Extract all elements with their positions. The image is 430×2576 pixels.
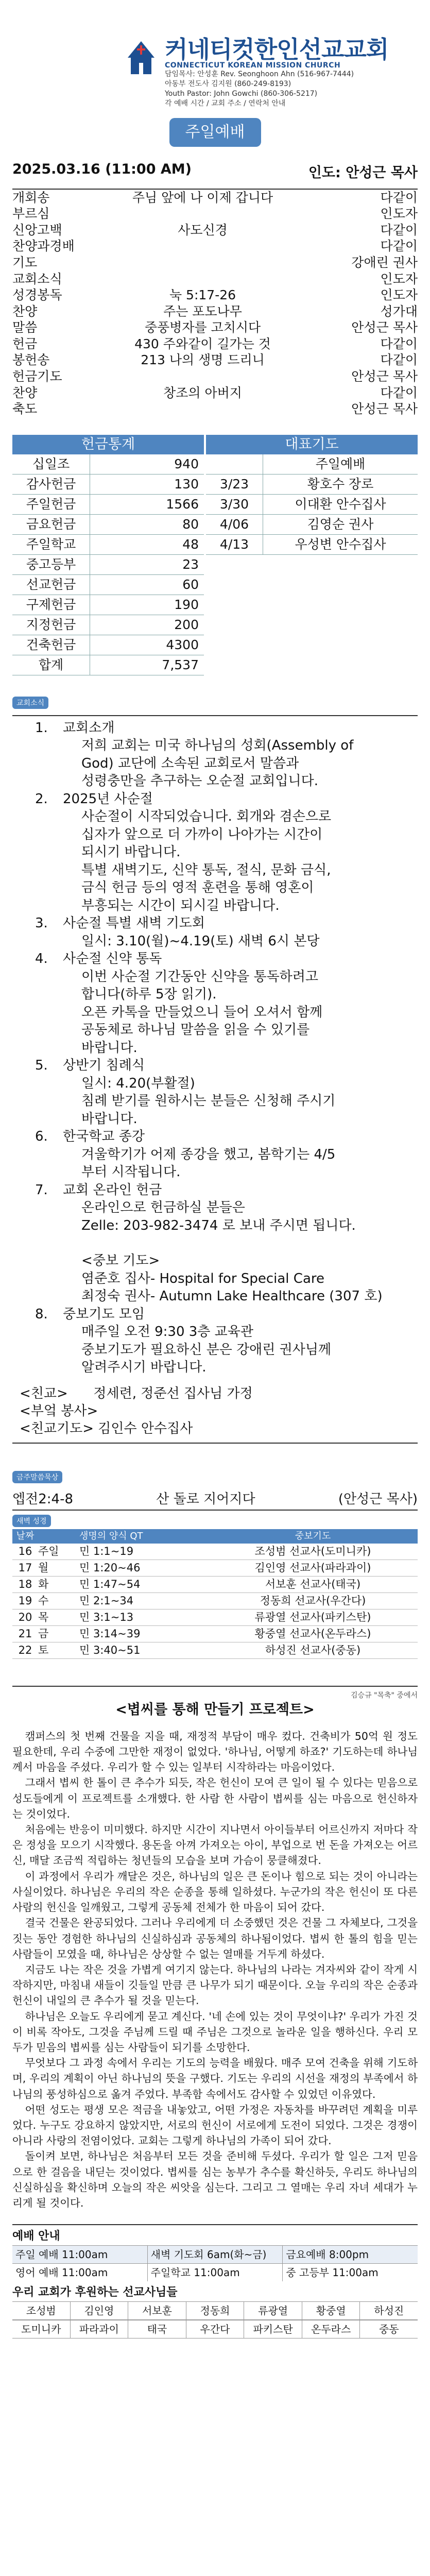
qt-missionary: 조성범 선교사(도미니카) (254, 1545, 371, 1557)
offering-category: 금요헌금 (12, 515, 90, 534)
order-item-detail: 430 주와같이 길가는 것 (134, 336, 271, 351)
missionary-name: 하성진 (374, 2304, 404, 2317)
offering-amount: 130 (174, 476, 199, 492)
notice-number: 7. (35, 1182, 48, 1198)
missionary-names (12, 2301, 418, 2320)
notice-item (12, 914, 418, 950)
order-row (12, 352, 418, 368)
missionary-name: 서보훈 (128, 2302, 186, 2319)
order-item-detail: 중풍병자를 고치시다 (144, 320, 261, 335)
qt-row (12, 1577, 418, 1593)
offering-row (12, 555, 204, 575)
notice-line: 부흥되는 시간이 되시길 바랍니다. (81, 897, 280, 913)
notice-number: 1. (35, 720, 48, 736)
qt-weekday: 목 (38, 1611, 49, 1623)
footer-row (12, 2263, 418, 2281)
qt-passage: 민 3:14~39 (79, 1627, 141, 1640)
header-line: Youth Pastor: John Gowchi (860-306-5217) (165, 89, 318, 98)
qt-day: 20 (18, 1611, 32, 1623)
qt-row (12, 1609, 418, 1626)
order-item-name: 기도 (12, 255, 38, 270)
qt-day: 17 (18, 1561, 32, 1574)
notice-line: 오픈 카톡을 만들었으니 들어 오셔서 함께 (81, 1004, 323, 1020)
offering-amount: 1566 (166, 496, 199, 512)
qt-header-date: 날짜 (16, 1530, 35, 1541)
notice-number: 4. (35, 951, 48, 967)
order-row (12, 222, 418, 239)
prayer-date (206, 454, 263, 474)
offering-amount: 60 (182, 577, 199, 592)
order-item-leader: 안성근 목사 (351, 401, 418, 417)
order-item-name: 헌금기도 (12, 369, 62, 384)
header-line: 아동부 전도사 김지원 (860-249-8193) (165, 79, 291, 88)
notice-title: 사순절 특별 새벽 기도회 (63, 916, 205, 931)
notices-box (12, 715, 418, 1444)
essay-paragraph: 이 과정에서 우리가 깨달은 것은, 하나님의 일은 큰 돈이나 힘으로 되는 것이 아니라는 사실이었다. 하나님은 우리의 작은 순종을 통해 일하셨다. 누군가의 작은 헌신이 또 다른 사람의 헌신을 일깨웠고, 그렇게 공동체 전체가 한 마음이 되어 갔다. (12, 1870, 418, 1914)
qt-header-qt: 생명의 양식 QT (79, 1530, 143, 1541)
prayer-date: 3/23 (206, 474, 263, 494)
order-row (12, 271, 418, 287)
notice-line: 십자가 앞으로 더 가까이 나아가는 시간이 (81, 826, 323, 842)
prayer-row (206, 535, 418, 555)
order-item-detail (101, 238, 304, 255)
missionary-title: 우리 교회가 후원하는 선교사님들 (12, 2286, 178, 2299)
prayer-name: 주일예배 (315, 456, 366, 471)
offering-category: 주일헌금 (12, 495, 90, 514)
missionary-regions (12, 2320, 418, 2338)
order-item-leader: 강애린 권사 (351, 255, 418, 270)
qt-sub-tag: 새벽 성경 (12, 1515, 51, 1527)
order-item-detail: 눅 5:17-26 (169, 287, 236, 303)
notice-number: 2. (35, 791, 48, 807)
notice-line: 부터 시작됩니다. (81, 1164, 181, 1180)
offering-row (12, 474, 204, 495)
footer-cell: 중 고등부 11:00am (286, 2266, 379, 2279)
missionary-name: 조성범 (12, 2302, 71, 2319)
order-item-leader: 인도자 (380, 206, 418, 222)
order-item-leader: 다같이 (380, 190, 418, 205)
service-date-row (0, 161, 430, 181)
essay-paragraph: 하나님은 오늘도 우리에게 묻고 계신다. '네 손에 있는 것이 무엇이냐?' 우리가 가진 것이 비록 작아도, 그것을 주님께 드릴 때 주님은 그것으로 놀라운 일을 행하신다. 우리 모두가 믿음의 볍씨를 심는 사람들이 되기를 소망한다. (12, 2010, 418, 2054)
bible-tag-wrap (12, 1467, 430, 1483)
qt-weekday: 주일 (38, 1545, 59, 1557)
fellowship-lines (12, 1385, 418, 1437)
order-row (12, 206, 418, 222)
order-item-leader: 인도자 (380, 287, 418, 303)
notice-item (12, 950, 418, 1057)
order-item-leader: 다같이 (380, 385, 418, 400)
qt-day: 21 (18, 1627, 32, 1640)
prayer-row (206, 515, 418, 535)
essay-paragraph: 무엇보다 그 과정 속에서 우리는 기도의 능력을 배웠다. 매주 모여 건축을 위해 기도하며, 우리의 계획이 아닌 하나님의 뜻을 구했다. 기도는 우리의 시선을 재정의 부족에서 하나님의 풍성하심으로 옮겨 주었다. 부족함 속에서도 감사할 수 있었던 이유였다. (12, 2057, 418, 2100)
order-row (12, 319, 418, 336)
offering-row (12, 635, 204, 655)
order-item-detail (101, 206, 304, 222)
qt-row (12, 1544, 418, 1560)
prayer-name: 김영순 권사 (307, 516, 374, 532)
notice-item (12, 1181, 418, 1306)
missionary-name: 류광열 (244, 2302, 302, 2319)
notice-title: 교회소개 (63, 720, 115, 736)
qt-missionary: 류광열 선교사(파키스탄) (254, 1611, 371, 1623)
bible-title: 산 돌로 지어지다 (156, 1491, 255, 1507)
notices-tag: 교회소식 (12, 697, 48, 709)
prayer-name: 우성변 안수집사 (295, 536, 386, 552)
qt-weekday: 수 (38, 1594, 49, 1607)
essay-body (12, 1728, 418, 2211)
offering-category: 주일학교 (12, 535, 90, 554)
order-item-detail (101, 368, 304, 385)
order-row (12, 401, 418, 417)
offering-stats-title: 헌금통계 (12, 435, 204, 454)
qt-weekday: 토 (38, 1643, 49, 1656)
footer-cell: 금요예배 8:00pm (283, 2246, 418, 2263)
notice-line: 일시: 3.10(월)~4.19(토) 새벽 6시 본당 (81, 933, 320, 949)
prayer-name: 이대환 안수집사 (295, 496, 386, 512)
qt-passage: 민 2:1~34 (79, 1594, 134, 1607)
header-line: 담임목사: 안성훈 Rev. Seonghoon Ahn (516-967-7444) (165, 70, 354, 78)
missionary-region: 파키스탄 (244, 2320, 302, 2338)
order-row (12, 255, 418, 271)
notice-line: 알려주시기 바랍니다. (81, 1360, 207, 1376)
order-row (12, 190, 418, 206)
offering-row (12, 515, 204, 535)
essay-paragraph: 돌이켜 보면, 하나님은 처음부터 모든 것을 준비해 두셨다. 우리가 할 일은 그저 믿음으로 한 걸음을 내딛는 것이었다. 볍씨를 심는 농부가 추수를 확신하듯, 우리도 하나님의 신실하심을 확신하며 오늘의 작은 씨앗을 심는다. 그리고 그 열매는 우리 자녀 세대가 누리게 될 것이다. (12, 2150, 418, 2209)
order-of-service (12, 189, 418, 417)
offering-row (12, 535, 204, 555)
notice-item (12, 1057, 418, 1128)
notice-title: 한국학교 종강 (63, 1129, 145, 1145)
order-item-detail: 주는 포도나무 (163, 303, 242, 319)
qt-day: 16 (18, 1545, 32, 1557)
bible-author: (안성근 목사) (338, 1491, 418, 1507)
prayer-date: 4/13 (206, 535, 263, 554)
notice-title: 중보기도 모임 (63, 1306, 145, 1322)
service-leader: 인도: 안성근 목사 (308, 164, 418, 181)
notice-line: 사순절이 시작되었습니다. 회개와 겸손으로 (81, 809, 332, 825)
notice-title: 사순절 신약 통독 (63, 951, 162, 967)
missionary-region: 태국 (128, 2320, 186, 2338)
prayer-name: 황호수 장로 (307, 476, 374, 492)
offering-row (12, 575, 204, 595)
essay-paragraph: 그래서 볍씨 한 톨이 큰 추수가 되듯, 작은 헌신이 모여 큰 일이 될 수 있다는 믿음으로 성도들에게 이 프로젝트를 소개했다. 한 사람 한 사람이 볍씨를 심는 마음으로 헌신하자는 것이었다. (12, 1776, 418, 1820)
notice-item (12, 790, 418, 915)
essay-author: 김승규 "목축" 중에서 (351, 1691, 418, 1700)
offering-category: 합계 (12, 655, 90, 675)
notice-line: 중보기도가 필요하신 분은 강애린 권사님께 (81, 1342, 332, 1358)
missionary-name: 정동희 (186, 2302, 245, 2319)
qt-weekday: 화 (38, 1578, 49, 1590)
order-item-leader: 인도자 (380, 271, 418, 286)
notice-body (63, 1306, 418, 1377)
offering-row (12, 655, 204, 675)
notice-line: <중보 기도> (81, 1253, 160, 1269)
qt-header-prayer: 중보기도 (295, 1530, 331, 1541)
notice-line (63, 1234, 405, 1252)
church-name: 커네티컷한인선교교회 (165, 36, 389, 63)
notice-line: 최정숙 권사- Autumn Lake Healthcare (307 호) (81, 1289, 383, 1304)
notices-tag-wrap (12, 693, 430, 709)
notice-title: 2025년 사순절 (63, 791, 153, 807)
qt-table-header (12, 1529, 418, 1544)
notice-line: 온라인으로 헌금하실 분들은 (81, 1200, 245, 1216)
notice-body (63, 790, 418, 915)
offering-row (12, 615, 204, 635)
order-item-detail (101, 271, 304, 287)
service-badge: 주일예배 (169, 118, 261, 147)
qt-weekday: 월 (38, 1561, 49, 1574)
missionary-name: 김인영 (71, 2302, 129, 2319)
fellowship-line: <친교> 정세련, 정준선 집사님 가정 (20, 1385, 253, 1401)
missionary-region: 우간다 (186, 2320, 245, 2338)
order-row (12, 287, 418, 303)
order-item-name: 교회소식 (12, 271, 62, 286)
notice-line: 공동체로 하나님 말씀을 읽을 수 있기를 (81, 1022, 310, 1038)
order-item-leader: 다같이 (380, 352, 418, 368)
order-item-leader: 안성근 목사 (351, 320, 418, 335)
qt-day: 18 (18, 1578, 32, 1590)
prayer-row (206, 474, 418, 495)
missionary-region: 도미니카 (12, 2320, 71, 2338)
essay-paragraph: 어떤 성도는 평생 모은 적금을 내놓았고, 어떤 가정은 자동차를 바꾸려던 계획을 미루었다. 누구도 강요하지 않았지만, 서로의 헌신이 서로에게 도전이 되었다. 그것은 경쟁이 아니라 사랑의 전염이었다. 교회는 그렇게 하나님의 가족이 되어 갔다. (12, 2103, 418, 2147)
offering-category: 구제헌금 (12, 595, 90, 615)
order-item-name: 부르심 (12, 206, 50, 222)
order-item-name: 찬양과경배 (12, 239, 75, 254)
missionary-region: 파라과이 (71, 2320, 129, 2338)
notice-number: 6. (35, 1129, 48, 1145)
notice-body (63, 1181, 418, 1306)
qt-missionary: 하성진 선교사(중동) (265, 1643, 361, 1656)
qt-missionary: 정동희 선교사(우간다) (260, 1594, 366, 1607)
order-item-leader: 다같이 (380, 239, 418, 254)
qt-weekday: 금 (38, 1627, 49, 1640)
offering-category: 감사헌금 (12, 474, 90, 494)
notice-title: 교회 온라인 헌금 (63, 1182, 162, 1198)
bible-ref: 엡전2:4-8 (12, 1491, 73, 1507)
offering-amount: 48 (182, 536, 199, 552)
notice-line: 침례 받기를 원하시는 분들은 신청해 주시기 (81, 1093, 336, 1109)
order-row (12, 368, 418, 385)
church-english-name: CONNECTICUT KOREAN MISSION CHURCH (165, 61, 341, 70)
notice-line: 염준호 집사- Hospital for Special Care (81, 1270, 324, 1286)
church-logo-icon (123, 37, 160, 77)
notice-line: 매주일 오전 9:30 3층 교육관 (81, 1324, 254, 1340)
notice-line: 특별 새벽기도, 신약 통독, 절식, 문화 금식, (81, 862, 331, 878)
notice-line: 성령충만을 추구하는 오순절 교회입니다. (81, 773, 319, 789)
stats-section (12, 435, 418, 675)
essay-title-wrap (12, 1686, 418, 1718)
notice-number: 3. (35, 916, 48, 931)
offering-amount: 80 (182, 516, 199, 532)
notice-item (12, 1306, 418, 1377)
offering-category: 중고등부 (12, 555, 90, 574)
order-item-leader: 성가대 (380, 303, 418, 319)
qt-day: 19 (18, 1594, 32, 1607)
footer-info (12, 2224, 418, 2338)
prayer-date: 4/06 (206, 515, 263, 534)
offering-category: 지정헌금 (12, 615, 90, 635)
offering-amount: 190 (174, 597, 199, 612)
qt-missionary: 서보훈 선교사(태국) (265, 1578, 361, 1590)
notice-line: God) 교단에 소속된 교회로서 말씀과 (81, 755, 299, 771)
notice-body (63, 914, 418, 950)
fellowship-line: <친교기도> 김인수 안수집사 (20, 1420, 193, 1436)
order-item-detail: 창조의 아버지 (163, 385, 242, 400)
offering-category: 건축헌금 (12, 635, 90, 655)
footer-cell: 영어 예배 11:00am (12, 2264, 148, 2281)
order-row (12, 336, 418, 352)
notice-item (12, 1128, 418, 1181)
notice-number: 8. (35, 1306, 48, 1322)
offering-row (12, 454, 204, 474)
offering-stats (12, 435, 204, 675)
prayer-schedule-title: 대표기도 (206, 435, 418, 454)
prayer-date: 3/30 (206, 495, 263, 514)
footer-cell: 주일 예배 11:00am (12, 2246, 148, 2263)
offering-amount: 200 (174, 617, 199, 632)
qt-row (12, 1593, 418, 1609)
essay-paragraph: 결국 건물은 완공되었다. 그러나 우리에게 더 소중했던 것은 건물 그 자체보다, 그것을 짓는 동안 경험한 하나님의 신실하심과 공동체의 하나됨이었다. 볍씨 한 톨의 힘을 믿는 사람들이 모였을 때, 하나님은 상상할 수 없는 열매를 거두게 하셨다. (12, 1917, 418, 1960)
order-item-name: 성경봉독 (12, 287, 62, 303)
order-item-name: 축도 (12, 401, 38, 417)
essay-paragraph: 지금도 나는 작은 것을 가볍게 여기지 않는다. 하나님의 나라는 겨자씨와 같이 작게 시작하지만, 마침내 새들이 깃들일 만큼 큰 나무가 되기 때문이다. 오늘 우리의 작은 순종과 헌신이 내일의 큰 추수가 될 것을 믿는다. (12, 1963, 418, 2007)
offering-row (12, 595, 204, 615)
notice-title: 상반기 침례식 (63, 1058, 145, 1074)
offering-category: 십일조 (12, 454, 90, 474)
footer-cell: 주일학교 11:00am (148, 2264, 283, 2281)
order-item-name: 찬양 (12, 303, 38, 319)
essay-title: <볍씨를 통해 만들기 프로젝트> (115, 1701, 315, 1718)
missionary-region: 온두라스 (302, 2320, 360, 2338)
qt-passage: 민 3:40~51 (79, 1643, 141, 1656)
bible-header (12, 1488, 418, 1511)
notice-line: 이번 사순절 기간동안 신약을 통독하려고 (81, 969, 319, 985)
prayer-schedule (206, 435, 418, 675)
offering-amount: 23 (182, 556, 199, 572)
notice-line: 되시기 바랍니다. (81, 844, 181, 860)
notice-line: Zelle: 203-982-3474 로 보내 주시면 됩니다. (81, 1217, 356, 1233)
order-item-name: 말씀 (12, 320, 38, 335)
footer-row (12, 2245, 418, 2263)
service-date: 2025.03.16 (11:00 AM) (12, 161, 192, 177)
qt-table (12, 1514, 418, 1659)
order-item-name: 봉헌송 (12, 352, 50, 368)
fellowship-line: <부엌 봉사> (20, 1403, 98, 1419)
order-item-leader: 다같이 (380, 336, 418, 351)
qt-row (12, 1626, 418, 1642)
offering-category: 선교헌금 (12, 575, 90, 595)
notice-line: 바랍니다. (81, 1111, 137, 1127)
notice-body (63, 950, 418, 1057)
order-item-leader: 안성근 목사 (351, 369, 418, 384)
qt-row (12, 1642, 418, 1659)
qt-passage: 민 1:1~19 (79, 1545, 134, 1557)
missionary-region: 중동 (379, 2323, 399, 2336)
order-row (12, 303, 418, 320)
order-item-name: 개회송 (12, 190, 50, 205)
order-item-detail: 주님 앞에 나 이제 갑니다 (132, 190, 273, 205)
qt-day: 22 (18, 1643, 32, 1656)
header-line: 각 예배 시간 / 교회 주소 / 연락처 안내 (165, 99, 286, 108)
order-item-name: 찬양 (12, 385, 38, 400)
offering-amount: 4300 (166, 637, 199, 652)
footer-cell: 새벽 기도회 6am(화~금) (148, 2246, 283, 2263)
bible-tag: 금주말씀묵상 (12, 1471, 62, 1483)
notice-body (63, 1128, 418, 1181)
notice-line: 저희 교회는 미국 하나님의 성회(Assembly of (81, 738, 354, 754)
notice-body (63, 719, 418, 790)
essay-paragraph: 처음에는 반응이 미미했다. 하지만 시간이 지나면서 아이들부터 어르신까지 저마다 작은 정성을 모으기 시작했다. 용돈을 아껴 가져오는 아이, 부업으로 번 돈을 가져오는 어르신, 매달 조금씩 적립하는 청년들의 모습을 보며 가슴이 뭉클해졌다. (12, 1823, 418, 1867)
church-header (0, 0, 430, 109)
prayer-row (206, 495, 418, 515)
order-item-leader: 다같이 (380, 222, 418, 238)
offering-amount: 940 (174, 456, 199, 471)
notice-item (12, 719, 418, 790)
offering-row (12, 495, 204, 515)
notice-line: 금식 헌금 등의 영적 훈련을 통해 영혼이 (81, 880, 314, 896)
order-item-detail: 213 나의 생명 드리니 (141, 352, 265, 368)
offering-amount: 7,537 (162, 657, 199, 672)
missionary-name: 황중열 (302, 2302, 360, 2319)
qt-row (12, 1560, 418, 1577)
qt-passage: 민 1:20~46 (79, 1561, 141, 1574)
order-item-name: 헌금 (12, 336, 38, 351)
qt-passage: 민 1:47~54 (79, 1578, 141, 1590)
notice-line: 겨울학기가 어제 종강을 했고, 봄학기는 4/5 (81, 1146, 336, 1162)
order-item-detail: 사도신경 (178, 222, 228, 238)
order-item-name: 신앙고백 (12, 222, 62, 238)
order-item-detail (101, 255, 304, 271)
notice-number: 5. (35, 1058, 48, 1074)
notice-line: 일시: 4.20(부활절) (81, 1075, 195, 1091)
notice-body (63, 1057, 418, 1128)
qt-passage: 민 3:1~13 (79, 1611, 134, 1623)
footer-title: 예배 안내 (12, 2230, 60, 2243)
qt-missionary: 황중열 선교사(온두라스) (254, 1627, 371, 1640)
prayer-row (206, 454, 418, 474)
order-item-detail (101, 401, 304, 417)
order-row (12, 385, 418, 401)
order-row (12, 238, 418, 255)
qt-missionary: 김인영 선교사(파라과이) (254, 1561, 371, 1574)
notice-line: 합니다(하루 5장 읽기). (81, 987, 217, 1003)
essay-paragraph: 캠퍼스의 첫 번째 건물을 지을 때, 재정적 부담이 매우 컸다. 건축비가 50억 원 정도 필요한데, 우리 수중에 그만한 재정이 없었다. '하나님, 어떻게 하죠?' 기도하는데 하나님께서 마음을 주셨다. 우리가 할 수 있는 일부터 시작하라는 마음이었다. (12, 1730, 418, 1774)
notice-line: 바랍니다. (81, 1040, 137, 1056)
